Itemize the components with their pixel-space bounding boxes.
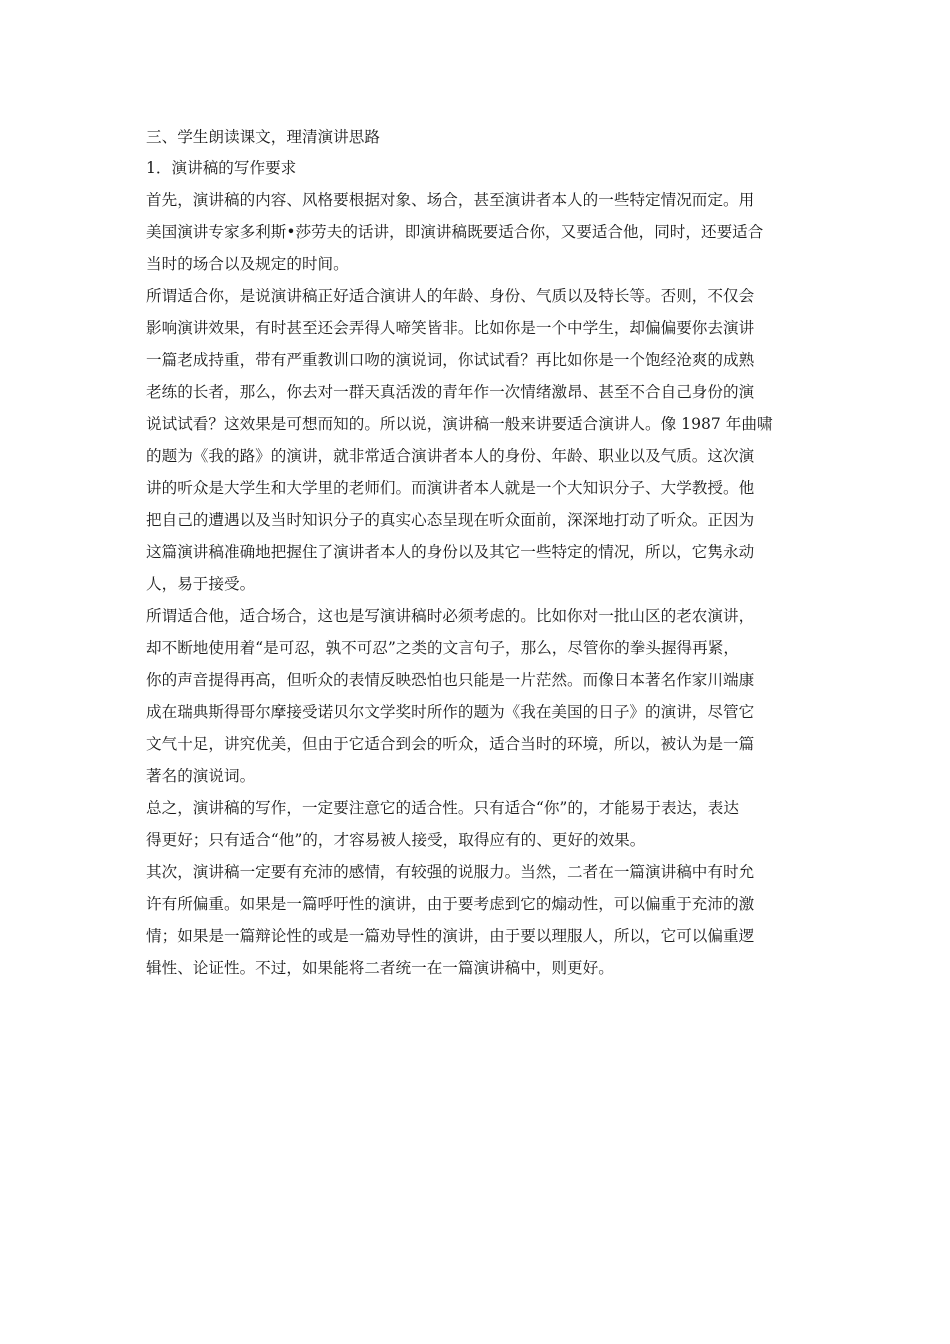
paragraph-line: 人，易于接受。 (146, 575, 256, 593)
paragraph-line: 总之，演讲稿的写作，一定要注意它的适合性。只有适合“你”的，才能易于表达，表达 (146, 799, 739, 817)
paragraph-line: 成在瑞典斯得哥尔摩接受诺贝尔文学奖时所作的题为《我在美国的日子》的演讲，尽管它 (146, 703, 755, 721)
paragraph-2 (146, 280, 812, 600)
paragraph-line: 老练的长者，那么，你去对一群天真活泼的青年作一次情绪激昂、甚至不合自己身份的演 (146, 383, 755, 401)
paragraph-line: 影响演讲效果，有时甚至还会弄得人啼笑皆非。比如你是一个中学生，却偏偏要你去演讲 (146, 319, 755, 337)
paragraph-line: 当时的场合以及规定的时间。 (146, 255, 349, 273)
paragraph-line: 说试试看？这效果是可想而知的。所以说，演讲稿一般来讲要适合演讲人。像 1987 年曲啸 (146, 415, 773, 433)
paragraph-line: 一篇老成持重，带有严重教训口吻的演说词，你试试看？再比如你是一个饱经沧爽的成熟 (146, 351, 755, 369)
paragraph-line: 美国演讲专家多利斯•莎劳夫的话讲，即演讲稿既要适合你，又要适合他，同时，还要适合 (146, 223, 764, 241)
paragraph-line: 著名的演说词。 (146, 767, 256, 785)
paragraph-1 (146, 184, 812, 280)
document-page (146, 122, 812, 984)
paragraph-3 (146, 600, 812, 792)
subheading: 1．演讲稿的写作要求 (146, 159, 297, 177)
paragraph-line: 这篇演讲稿准确地把握住了演讲者本人的身份以及其它一些特定的情况，所以，它隽永动 (146, 543, 755, 561)
paragraph-line: 许有所偏重。如果是一篇呼吁性的演讲，由于要考虑到它的煽动性，可以偏重于充沛的激 (146, 895, 755, 913)
paragraph-4 (146, 792, 812, 856)
paragraph-line: 却不断地使用着“是可忍，孰不可忍”之类的文言句子，那么，尽管你的拳头握得再紧， (146, 639, 739, 657)
paragraph-line: 辑性、论证性。不过，如果能将二者统一在一篇演讲稿中，则更好。 (146, 959, 614, 977)
paragraph-line: 文气十足，讲究优美，但由于它适合到会的听众，适合当时的环境，所以，被认为是一篇 (146, 735, 755, 753)
paragraph-line: 得更好；只有适合“他”的，才容易被人接受，取得应有的、更好的效果。 (146, 831, 646, 849)
paragraph-line: 你的声音提得再高，但听众的表情反映恐怕也只能是一片茫然。而像日本著名作家川端康 (146, 671, 755, 689)
section-heading: 三、学生朗读课文，理清演讲思路 (146, 128, 380, 146)
paragraph-line: 所谓适合你，是说演讲稿正好适合演讲人的年龄、身份、气质以及特长等。否则，不仅会 (146, 287, 755, 305)
paragraph-5 (146, 856, 812, 984)
paragraph-line: 所谓适合他，适合场合，这也是写演讲稿时必须考虑的。比如你对一批山区的老农演讲， (146, 607, 755, 625)
paragraph-line: 把自己的遭遇以及当时知识分子的真实心态呈现在听众面前，深深地打动了听众。正因为 (146, 511, 755, 529)
paragraph-line: 讲的听众是大学生和大学里的老师们。而演讲者本人就是一个大知识分子、大学教授。他 (146, 479, 755, 497)
paragraph-line: 其次，演讲稿一定要有充沛的感情，有较强的说服力。当然，二者在一篇演讲稿中有时允 (146, 863, 755, 881)
paragraph-line: 的题为《我的路》的演讲，就非常适合演讲者本人的身份、年龄、职业以及气质。这次演 (146, 447, 755, 465)
paragraph-line: 首先，演讲稿的内容、风格要根据对象、场合，甚至演讲者本人的一些特定情况而定。用 (146, 191, 755, 209)
paragraph-line: 情；如果是一篇辩论性的或是一篇劝导性的演讲，由于要以理服人，所以，它可以偏重逻 (146, 927, 755, 945)
